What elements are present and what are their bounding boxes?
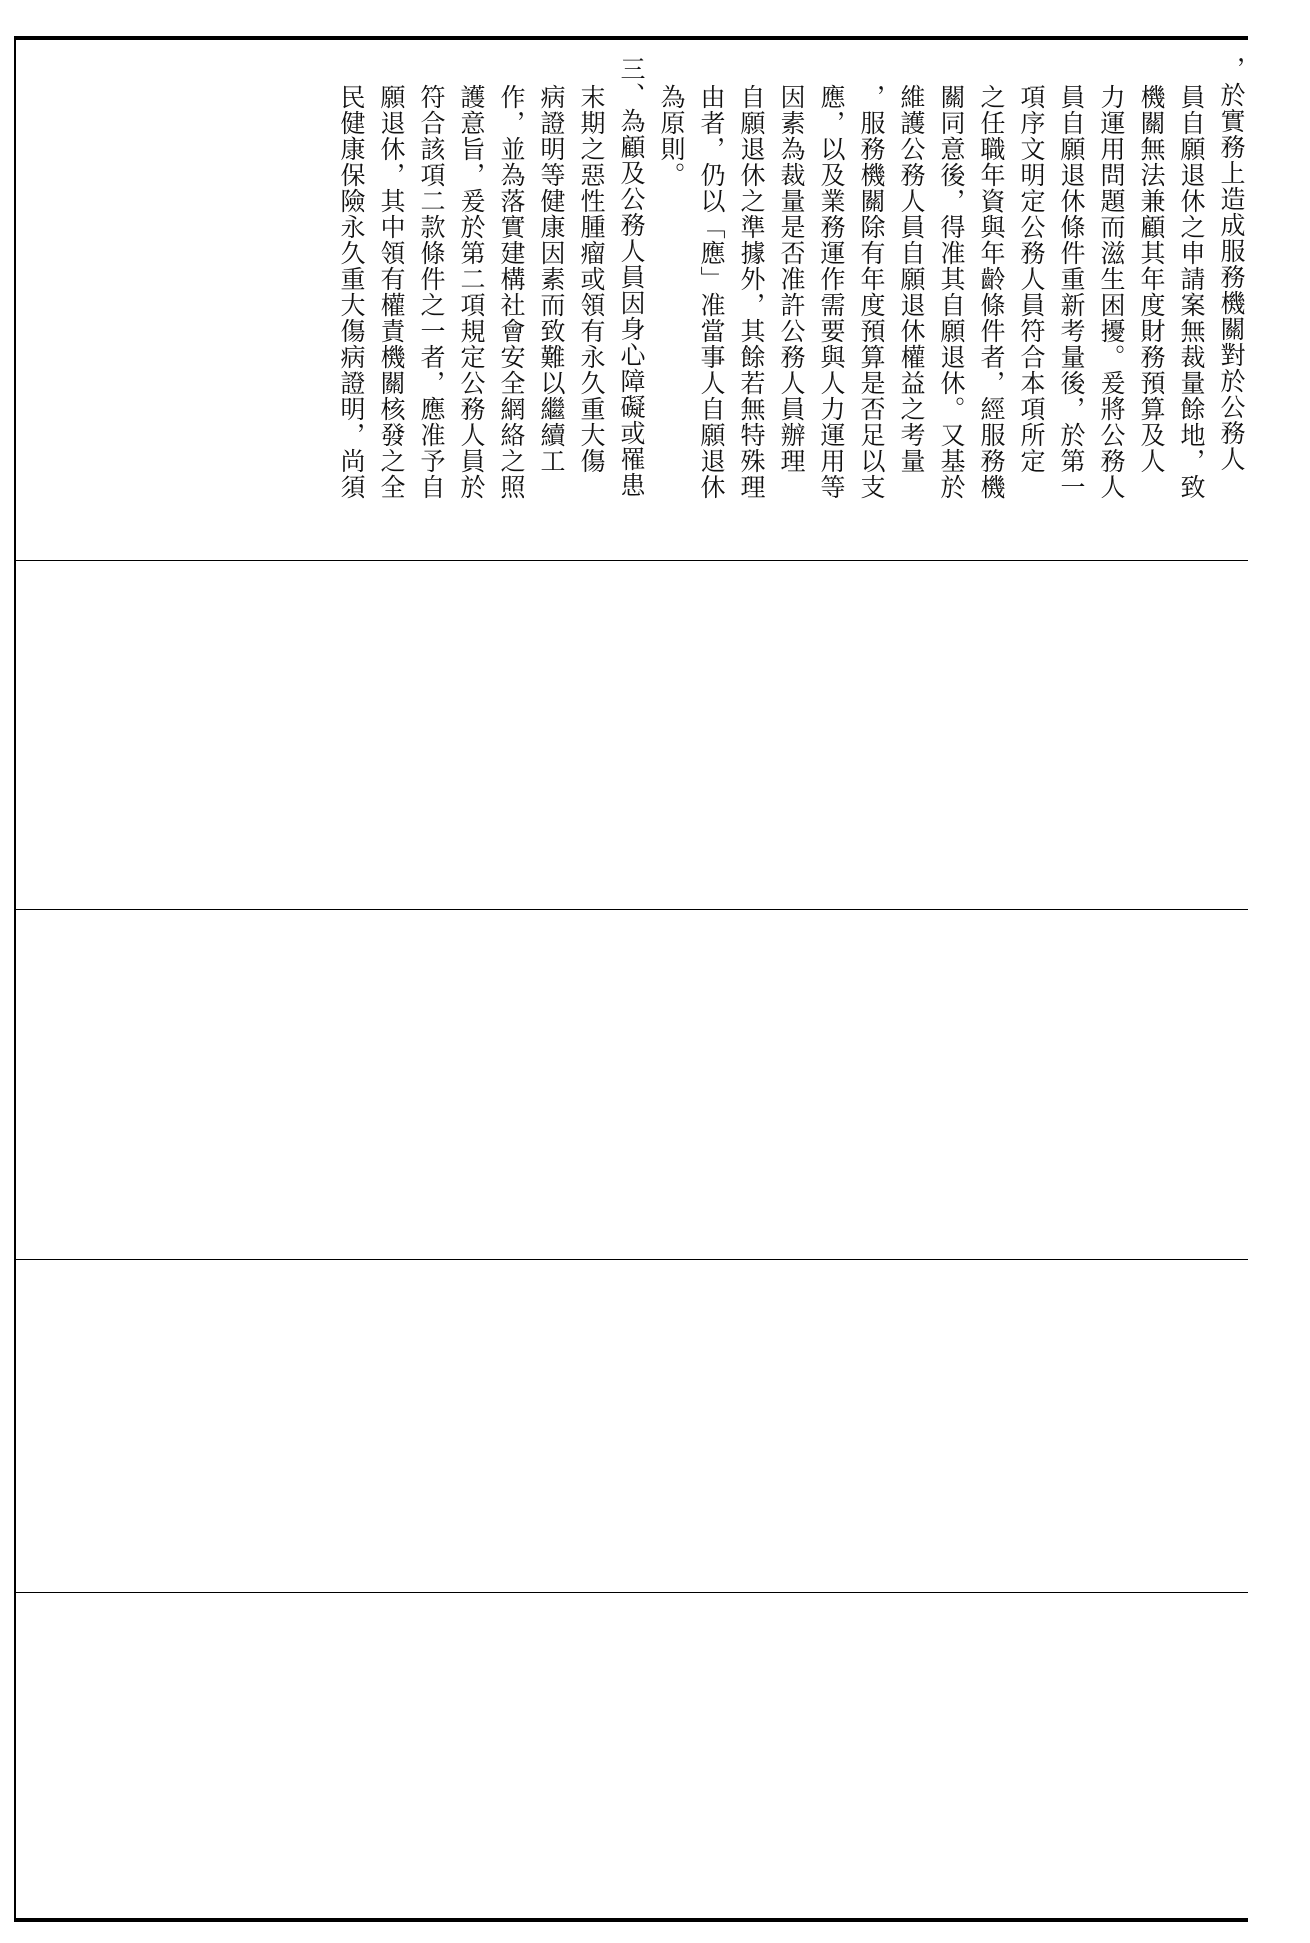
text-line: 項序文明定公務人員符合本項所定 (1017, 83, 1046, 474)
text-line: 三、為顧及公務人員因身心障礙或罹患 (617, 56, 646, 498)
text-line: 維護公務人員自願退休權益之考量 (897, 83, 926, 474)
text-line: 為原則。 (657, 83, 686, 188)
text-line: 願退休，其中領有權責機關核發之全 (377, 83, 406, 500)
text-line: 機關無法兼顧其年度財務預算及人 (1137, 83, 1166, 474)
text-line: 由者，仍以「應」准當事人自願退休 (697, 83, 726, 500)
text-line: 病證明等健康因素而致難以繼續工 (537, 83, 566, 474)
text-line: 末期之惡性腫瘤或領有永久重大傷 (577, 83, 606, 474)
text-line: 之任職年資與年齡條件者，經服務機 (977, 83, 1006, 500)
vertical-text-block (46, 56, 1251, 576)
text-line: 因素為裁量是否准許公務人員辦理 (777, 83, 806, 474)
text-line: 符合該項二款條件之一者，應准予自 (417, 83, 446, 500)
row-divider (16, 1592, 1248, 1593)
text-line: ，於實務上造成服務機關對於公務人 (1217, 56, 1246, 472)
text-line: 關同意後，得准其自願退休。又基於 (937, 83, 966, 500)
text-line: 員自願退休之申請案無裁量餘地，致 (1177, 83, 1206, 500)
text-line: 應，以及業務運作需要與人力運用等 (817, 83, 846, 500)
row-divider (16, 1259, 1248, 1260)
row-divider (16, 909, 1248, 910)
text-line: 民健康保險永久重大傷病證明，尚須 (337, 83, 366, 500)
text-line: 作，並為落實建構社會安全網絡之照 (497, 83, 526, 500)
text-line: ，服務機關除有年度預算是否足以支 (857, 83, 886, 500)
text-line: 護意旨，爰於第二項規定公務人員於 (457, 83, 486, 500)
text-line: 自願退休之準據外，其餘若無特殊理 (737, 83, 766, 500)
table-frame (14, 36, 1248, 1922)
text-line: 員自願退休條件重新考量後，於第一 (1057, 83, 1086, 500)
text-line: 力運用問題而滋生困擾。爰將公務人 (1097, 83, 1126, 500)
